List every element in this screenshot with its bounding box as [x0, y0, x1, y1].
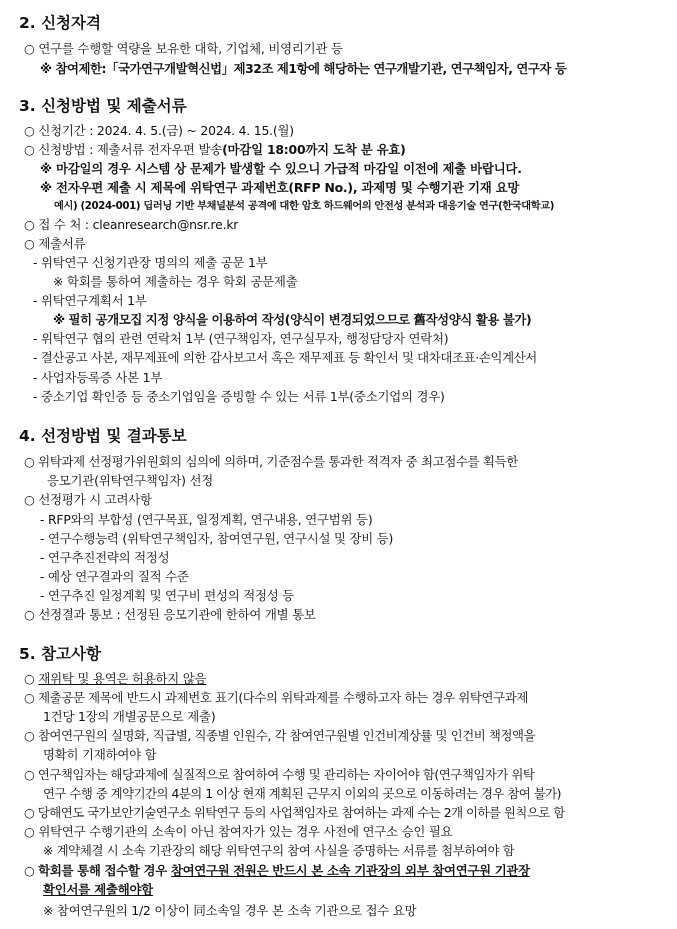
doc-item: - 위탁연구계획서 1부: [33, 293, 147, 308]
doc-item: - 사업자등록증 사본 1부: [33, 370, 163, 385]
bullet-icon: ○: [24, 41, 35, 56]
bullet-icon: ○: [24, 805, 35, 820]
section-5-title: 5. 참고사항: [19, 645, 101, 663]
list-item: ○ 참여연구원의 실명화, 직급별, 직종별 인원수, 각 참여연구원별 인건비계상률 및 인건비 책정액을: [24, 728, 536, 743]
bullet-icon: ○: [24, 863, 35, 878]
list-item: ○ 신청방법 : 제출서류 전자우편 발송(마감일 18:00까지 도착 분 유효): [24, 142, 406, 157]
affiliation-note: ※ 참여연구원의 1/2 이상이 同소속일 경우 본 소속 기관으로 접수 요망: [43, 903, 417, 918]
list-item-continued: 확인서를 제출해야함: [43, 882, 154, 897]
list-item: ○ 신청기간 : 2024. 4. 5.(금) ~ 2024. 4. 15.(월): [24, 123, 294, 138]
criteria-item: - RFP와의 부합성 (연구목표, 일정계획, 연구내용, 연구범위 등): [40, 512, 373, 527]
section-4-title: 4. 선정방법 및 결과통보: [19, 427, 187, 445]
doc-item: - 위탁연구 협의 관련 연락처 1부 (연구책임자, 연구실무자, 행정담당자 연락처): [33, 331, 449, 346]
doc-note: ※ 학회를 통하여 제출하는 경우 학회 공문제출: [53, 274, 298, 289]
list-item: ○ 당해연도 국가보안기술연구소 위탁연구 등의 사업책임자로 참여하는 과제 수는 2개 이하를 원칙으로 함: [24, 805, 565, 820]
bullet-icon: ○: [24, 142, 35, 157]
email-note: ※ 전자우편 제출 시 제목에 위탁연구 과제번호(RFP No.), 과제명 및 수행기관 기재 요망: [40, 180, 520, 195]
doc-item: - 위탁연구 신청기관장 명의의 제출 공문 1부: [33, 255, 268, 270]
bullet-icon: ○: [24, 671, 35, 686]
bullet-icon: ○: [24, 217, 35, 232]
list-item-continued: 명확히 기재하여야 함: [43, 747, 157, 762]
restriction-note: ※ 참여제한:「국가연구개발혁신법」제32조 제1항에 해당하는 연구개발기관, 연구책임자, 연구자 등: [40, 61, 567, 76]
bullet-icon: ○: [24, 767, 35, 782]
list-item: ○ 접 수 처 : cleanresearch@nsr.re.kr: [24, 217, 239, 232]
bullet-icon: ○: [24, 728, 35, 743]
email-example: 예시) (2024-001) 딥러닝 기반 부채널분석 공격에 대한 암호 하드웨어의 안전성 분석과 대응기술 연구(한국대학교): [54, 201, 555, 212]
criteria-item: - 연구추진 일정계획 및 연구비 편성의 적정성 등: [40, 588, 295, 603]
criteria-item: - 연구수행능력 (위탁연구책임자, 참여연구원, 연구시설 및 장비 등): [40, 531, 394, 546]
bullet-icon: ○: [24, 454, 35, 469]
doc-note: ※ 필히 공개모집 지정 양식을 이용하여 작성(양식이 변경되었으므로 舊작성양식 활용 불가): [53, 312, 532, 327]
bullet-icon: ○: [24, 824, 35, 839]
criteria-item: - 예상 연구결과의 질적 수준: [40, 569, 189, 584]
bullet-icon: ○: [24, 607, 35, 622]
list-item-continued: 응모기관(위탁연구책임자) 선정: [47, 473, 214, 488]
section-3-title: 3. 신청방법 및 제출서류: [19, 97, 187, 115]
list-item: ○ 연구책임자는 해당과제에 실질적으로 참여하여 수행 및 관리하는 자이어야 함(연구책임자가 위탁: [24, 767, 535, 782]
criteria-item: - 연구추진전략의 적정성: [40, 550, 170, 565]
list-item: ○ 위탁과제 선정평가위원회의 심의에 의하며, 기준점수를 통과한 적격자 중 최고점수를 획득한: [24, 454, 518, 469]
bullet-icon: ○: [24, 123, 35, 138]
list-item: ○ 제출서류: [24, 236, 86, 251]
deadline-note: ※ 마감일의 경우 시스템 상 문제가 발생할 수 있으니 가급적 마감일 이전에 제출 바랍니다.: [40, 161, 522, 176]
list-item: ○ 연구를 수행할 역량을 보유한 대학, 기업체, 비영리기관 등: [24, 41, 343, 56]
list-item: ○ 위탁연구 수행기관의 소속이 아닌 참여자가 있는 경우 사전에 연구소 승인 필요: [24, 824, 453, 839]
list-item: ○ 재위탁 및 용역은 허용하지 않음: [24, 671, 207, 686]
bullet-icon: ○: [24, 236, 35, 251]
bullet-icon: ○: [24, 492, 35, 507]
list-item: ○ 제출공문 제목에 반드시 과제번호 표기(다수의 위탁과제를 수행하고자 하는 경우 위탁연구과제: [24, 690, 528, 705]
list-item: ○ 학회를 통해 접수할 경우 참여연구원 전원은 반드시 본 소속 기관장의 외부 참여연구원 기관장: [24, 863, 530, 878]
list-item: ○ 선정평가 시 고려사항: [24, 492, 152, 507]
list-item: ○ 선정결과 통보 : 선정된 응모기관에 한하여 개별 통보: [24, 607, 316, 622]
bullet-icon: ○: [24, 690, 35, 705]
list-item-continued: 연구 수행 중 계약기간의 4분의 1 이상 현재 계획된 근무지 이외의 곳으로 이동하려는 경우 참여 불가): [43, 786, 561, 801]
doc-item: - 결산공고 사본, 재무제표에 의한 감사보고서 혹은 재무제표 등 확인서 및 대차대조표·손익계산서: [33, 350, 537, 365]
contract-note: ※ 계약체결 시 소속 기관장의 해당 위탁연구의 참여 사실을 증명하는 서류를 첨부하여야 함: [43, 843, 515, 858]
doc-item: - 중소기업 확인증 등 중소기업임을 증빙할 수 있는 서류 1부(중소기업의 경우): [33, 389, 445, 404]
list-item-continued: 1건당 1장의 개별공문으로 제출): [43, 709, 216, 724]
section-2-title: 2. 신청자격: [19, 14, 101, 32]
